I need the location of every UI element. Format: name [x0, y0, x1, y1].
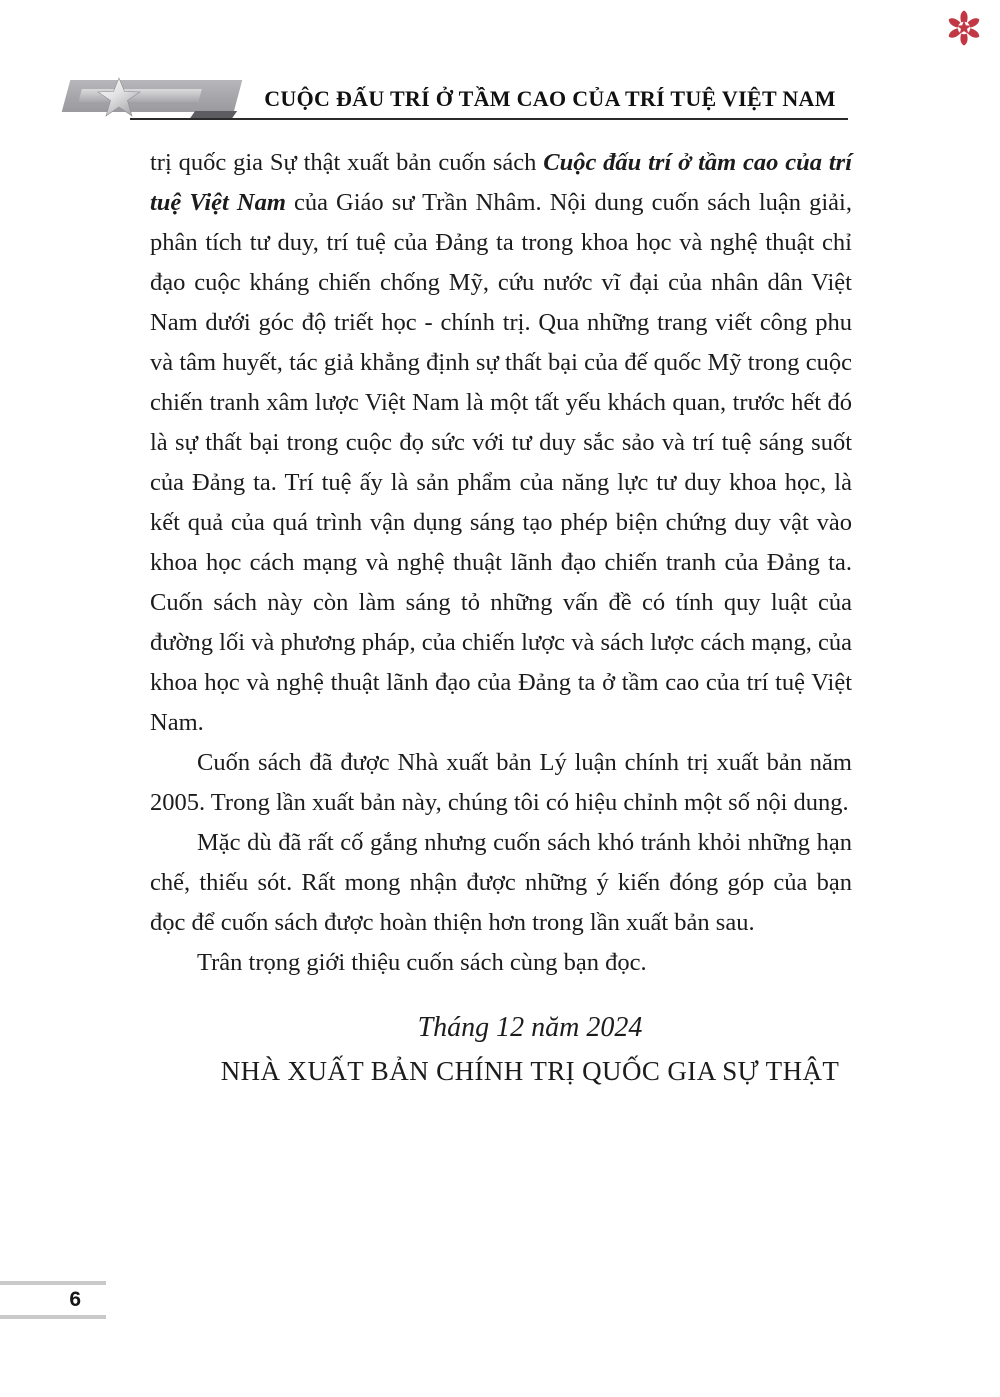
- flower-ornament-icon: [944, 8, 984, 48]
- page-body: [150, 143, 852, 1093]
- para1-rest-text: của Giáo sư Trần Nhâm. Nội dung cuốn sách luận giải, phân tích tư duy, trí tuệ của Đảng ta trong khoa học và nghệ thuật chỉ đạo cuộc kháng chiến chống Mỹ, cứu nước vĩ đại của nhân dân Việt Nam dưới góc độ triết học - chính trị. Qua những trang viết công phu và tâm huyết, tác giả khẳng định sự thất bại của đế quốc Mỹ trong cuộc chiến tranh xâm lược Việt Nam là một tất yếu khách quan, trước hết đó là sự thất bại trong cuộc đọ sức với tư duy sắc sảo và trí tuệ sáng suốt của Đảng ta. Trí tuệ ấy là sản phẩm của năng lực tư duy khoa học, là kết quả của quá trình vận dụng sáng tạo phép biện chứng duy vật vào khoa học cách mạng và nghệ thuật lãnh đạo chiến tranh của Đảng ta. Cuốn sách này còn làm sáng tỏ những vấn đề có tính quy luật của đường lối và phương pháp, của chiến lược và sách lược cách mạng, của khoa học và nghệ thuật lãnh đạo của Đảng ta ở tầm cao của trí tuệ Việt Nam.: [150, 189, 852, 736]
- banner-star-icon: [96, 76, 142, 118]
- page-number: 6: [0, 1281, 106, 1319]
- para1-lead-text: trị quốc gia Sự thật xuất bản cuốn sách: [150, 149, 544, 176]
- paragraph-intro: [150, 143, 852, 743]
- closing-block: [150, 1007, 852, 1093]
- book-title-inline: Cuộc đấu trí ở tầm cao của trí tuệ Việt Nam: [150, 149, 852, 216]
- flower-icon: [944, 8, 984, 48]
- header-rule: [130, 118, 848, 120]
- paragraph-apology: Mặc dù đã rất cố gắng nhưng cuốn sách khó tránh khỏi những hạn chế, thiếu sót. Rất mong nhận được những ý kiến đóng góp của bạn đọc để cuốn sách được hoàn thiện hơn trong lần xuất bản sau.: [150, 829, 852, 936]
- paragraph-edition: Cuốn sách đã được Nhà xuất bản Lý luận chính trị xuất bản năm 2005. Trong lần xuất bản này, chúng tôi có hiệu chỉnh một số nội dung.: [150, 749, 852, 816]
- paragraph-invitation: Trân trọng giới thiệu cuốn sách cùng bạn đọc.: [197, 949, 647, 976]
- running-header-title: CUỘC ĐẤU TRÍ Ở TẦM CAO CỦA TRÍ TUỆ VIỆT NAM: [264, 86, 836, 111]
- header-banner-shape: [62, 80, 243, 112]
- publisher-name: NHÀ XUẤT BẢN CHÍNH TRỊ QUỐC GIA SỰ THẬT: [220, 1056, 840, 1086]
- publication-date: Tháng 12 năm 2024: [417, 1012, 643, 1043]
